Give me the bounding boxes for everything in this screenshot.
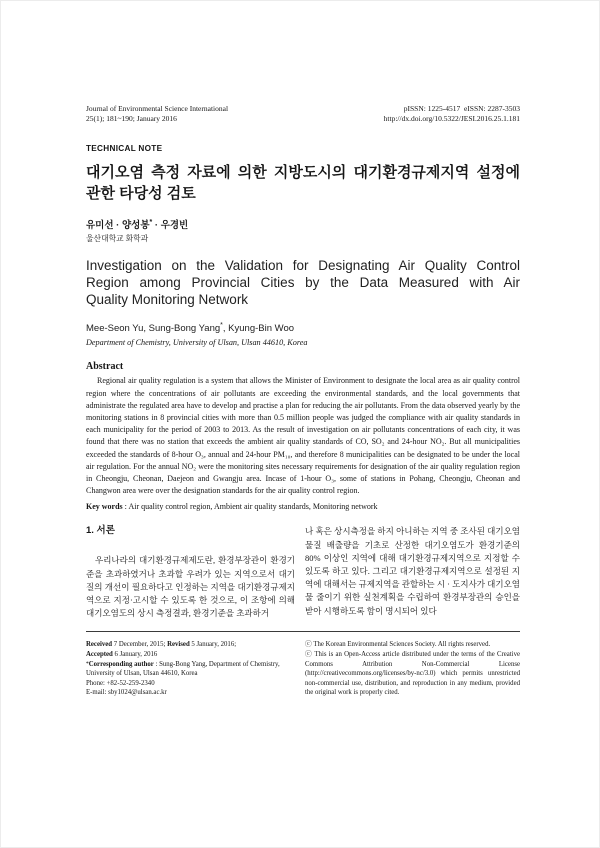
journal-header	[86, 104, 520, 124]
section-heading: 1. 서론	[86, 525, 115, 537]
corresponding-star: *	[86, 660, 89, 667]
corresponding-author-mark: *	[149, 219, 153, 226]
english-authors	[86, 319, 520, 335]
korean-affiliation: 울산대학교 화학과	[86, 234, 149, 244]
copyright-line: ⓒ The Korean Environmental Sciences Society. All rights reserved.	[305, 641, 491, 649]
footnote-block	[86, 640, 295, 698]
page-footer	[86, 640, 520, 698]
corresponding-author-mark-en: *	[220, 322, 223, 330]
keywords-line	[86, 501, 520, 512]
email-line: E-mail: sby1024@ulsan.ac.kr	[86, 689, 167, 697]
revised-date: 5 January, 2016;	[189, 641, 237, 649]
footer-rule	[86, 631, 520, 632]
revised-label: Revised	[167, 641, 190, 649]
english-title-line1: Investigation on the Validation for Designating Air Quality Control	[86, 258, 520, 274]
english-title-line2: Region among Provincial Cities by the Data Measured with Air	[86, 275, 520, 291]
keywords-separator: :	[122, 502, 129, 512]
english-authors-names-cont: , Kyung-Bin Woo	[222, 323, 295, 335]
korean-title-line1: 대기오염 측정 자료에 의한 지방도시의 대기환경규제지역 설정에	[86, 164, 520, 181]
english-title	[86, 257, 520, 308]
korean-authors-names: 유미선 · 양성봉	[86, 220, 150, 232]
doi-text: http://dx.doi.org/10.5322/JESI.2016.25.1.181	[383, 114, 520, 123]
keywords-value: Air quality control region, Ambient air quality standards, Monitoring network	[128, 502, 378, 512]
corresponding-label: Corresponding author	[88, 660, 154, 668]
corresponding-details: : Sung-Bong Yang, Department of Chemistry, University of Ulsan, Ulsan 44610, Korea	[86, 660, 280, 678]
page-content	[86, 1, 520, 698]
received-date: 7 December, 2015;	[112, 641, 168, 649]
intro-right-column	[305, 525, 520, 620]
received-label: Received	[86, 641, 113, 649]
english-affiliation: Department of Chemistry, University of Ulsan, Ulsan 44610, Korea	[86, 338, 308, 348]
abstract-body: Regional air quality regulation is a system that allows the Minister of Environment to designate the local area as air quality control region where the concentrations of air pollutants are exceeding the environmental standards, and the local governments that administrate the regulated area have to develop and practise a plan for reducing the air pollutants. From the data observed yearly by the monitoring stations in 8 provincial cities with more than 0.5 million people was judged the compliance with air quality standards in each municipality for the period of 2003 to 2013. As the result of investigation on air pollutants concentrations of each city, it was found that there was no station that exceeds the ambient air quality standards of CO, SO₂ and 24-hour NO₂. But all municipalities exceeded the standards of 8-hour O₃, annual and 24-hour PM₁₀, and therefore 8 municipalities can be designated to be under the local air regulation. For the annual NO₂ were the monitoring sites necessary requirements for designation of the air quality regulation region in Cheongju, Cheonan, Daejeon and Gwangju area. Incase of 1-hour O₃, some of stations in Pohang, Cheongju, Cheonan and Changwon area were over the designation standards for the air quality control region.	[86, 376, 520, 496]
issn-numbers: pISSN: 1225-4517 eISSN: 2287-3503	[403, 104, 520, 113]
journal-header-right	[384, 104, 520, 124]
intro-section	[86, 525, 520, 620]
phone-line: Phone: +82-52-259-2340	[86, 679, 155, 687]
korean-title	[86, 162, 520, 204]
accepted-line	[86, 650, 295, 660]
license-paragraph: ⓒ This is an Open-Access article distributed under the terms of the Creative Commons Attribution Non-Commercial License (http://creativecommons.org/licenses/by-nc/3.0) which permits unrestricted non-commercial use, distribution, and reproduction in any medium, provided the original work is properly cited.	[305, 650, 520, 697]
article-type-label: TECHNICAL NOTE	[86, 144, 163, 153]
received-revised-line	[86, 640, 295, 650]
english-title-line3: Quality Monitoring Network	[86, 292, 249, 308]
intro-left-paragraph: 우리나라의 대기환경규제제도란, 환경부장관이 환경기준을 초과하였거나 초과할 우려가 있는 지역으로서 대기질의 개선이 필요하다고 인정하는 지역을 대기환경규제지역으로 지정·고시할 수 있도록 한 것으로, 이 조항에 의해 대기오염도의 상시 측정결과, 환경기준을 초과하거	[86, 555, 295, 619]
keywords-label: Key words	[86, 502, 123, 512]
copyright-block	[305, 640, 520, 698]
korean-authors	[86, 216, 520, 232]
korean-title-line2: 관한 타당성 검토	[86, 185, 196, 202]
abstract-heading: Abstract	[86, 361, 124, 373]
corresponding-author-line	[86, 660, 295, 679]
english-authors-names: Mee-Seon Yu, Sung-Bong Yang	[86, 323, 221, 335]
issue-info: 25(1); 181~190; January 2016	[86, 114, 177, 123]
intro-right-paragraph: 나 혹은 상시측정을 하지 아니하는 지역 중 조사된 대기오염물질 배출량을 기초로 산정한 대기오염도가 환경기준의 80% 이상인 지역에 대해 대기환경규제지역으로 지정할 수 있도록 하고 있다. 그리고 대기환경규제지역으로 설정된 지역에 대해서는 규제지역을 관할하는 시 · 도지사가 대기오염물 줄이기 위한 실천계획을 수립하여 환경부장관의 승인을 받아 시행하도록 함이 명시되어 있다	[305, 526, 520, 616]
journal-header-left	[86, 104, 228, 124]
korean-authors-names-cont: · 우경빈	[152, 220, 189, 232]
journal-name: Journal of Environmental Science International	[86, 104, 229, 113]
accepted-label: Accepted	[86, 650, 113, 658]
intro-left-column	[86, 525, 295, 620]
accepted-date: 6 January, 2016	[112, 650, 158, 658]
